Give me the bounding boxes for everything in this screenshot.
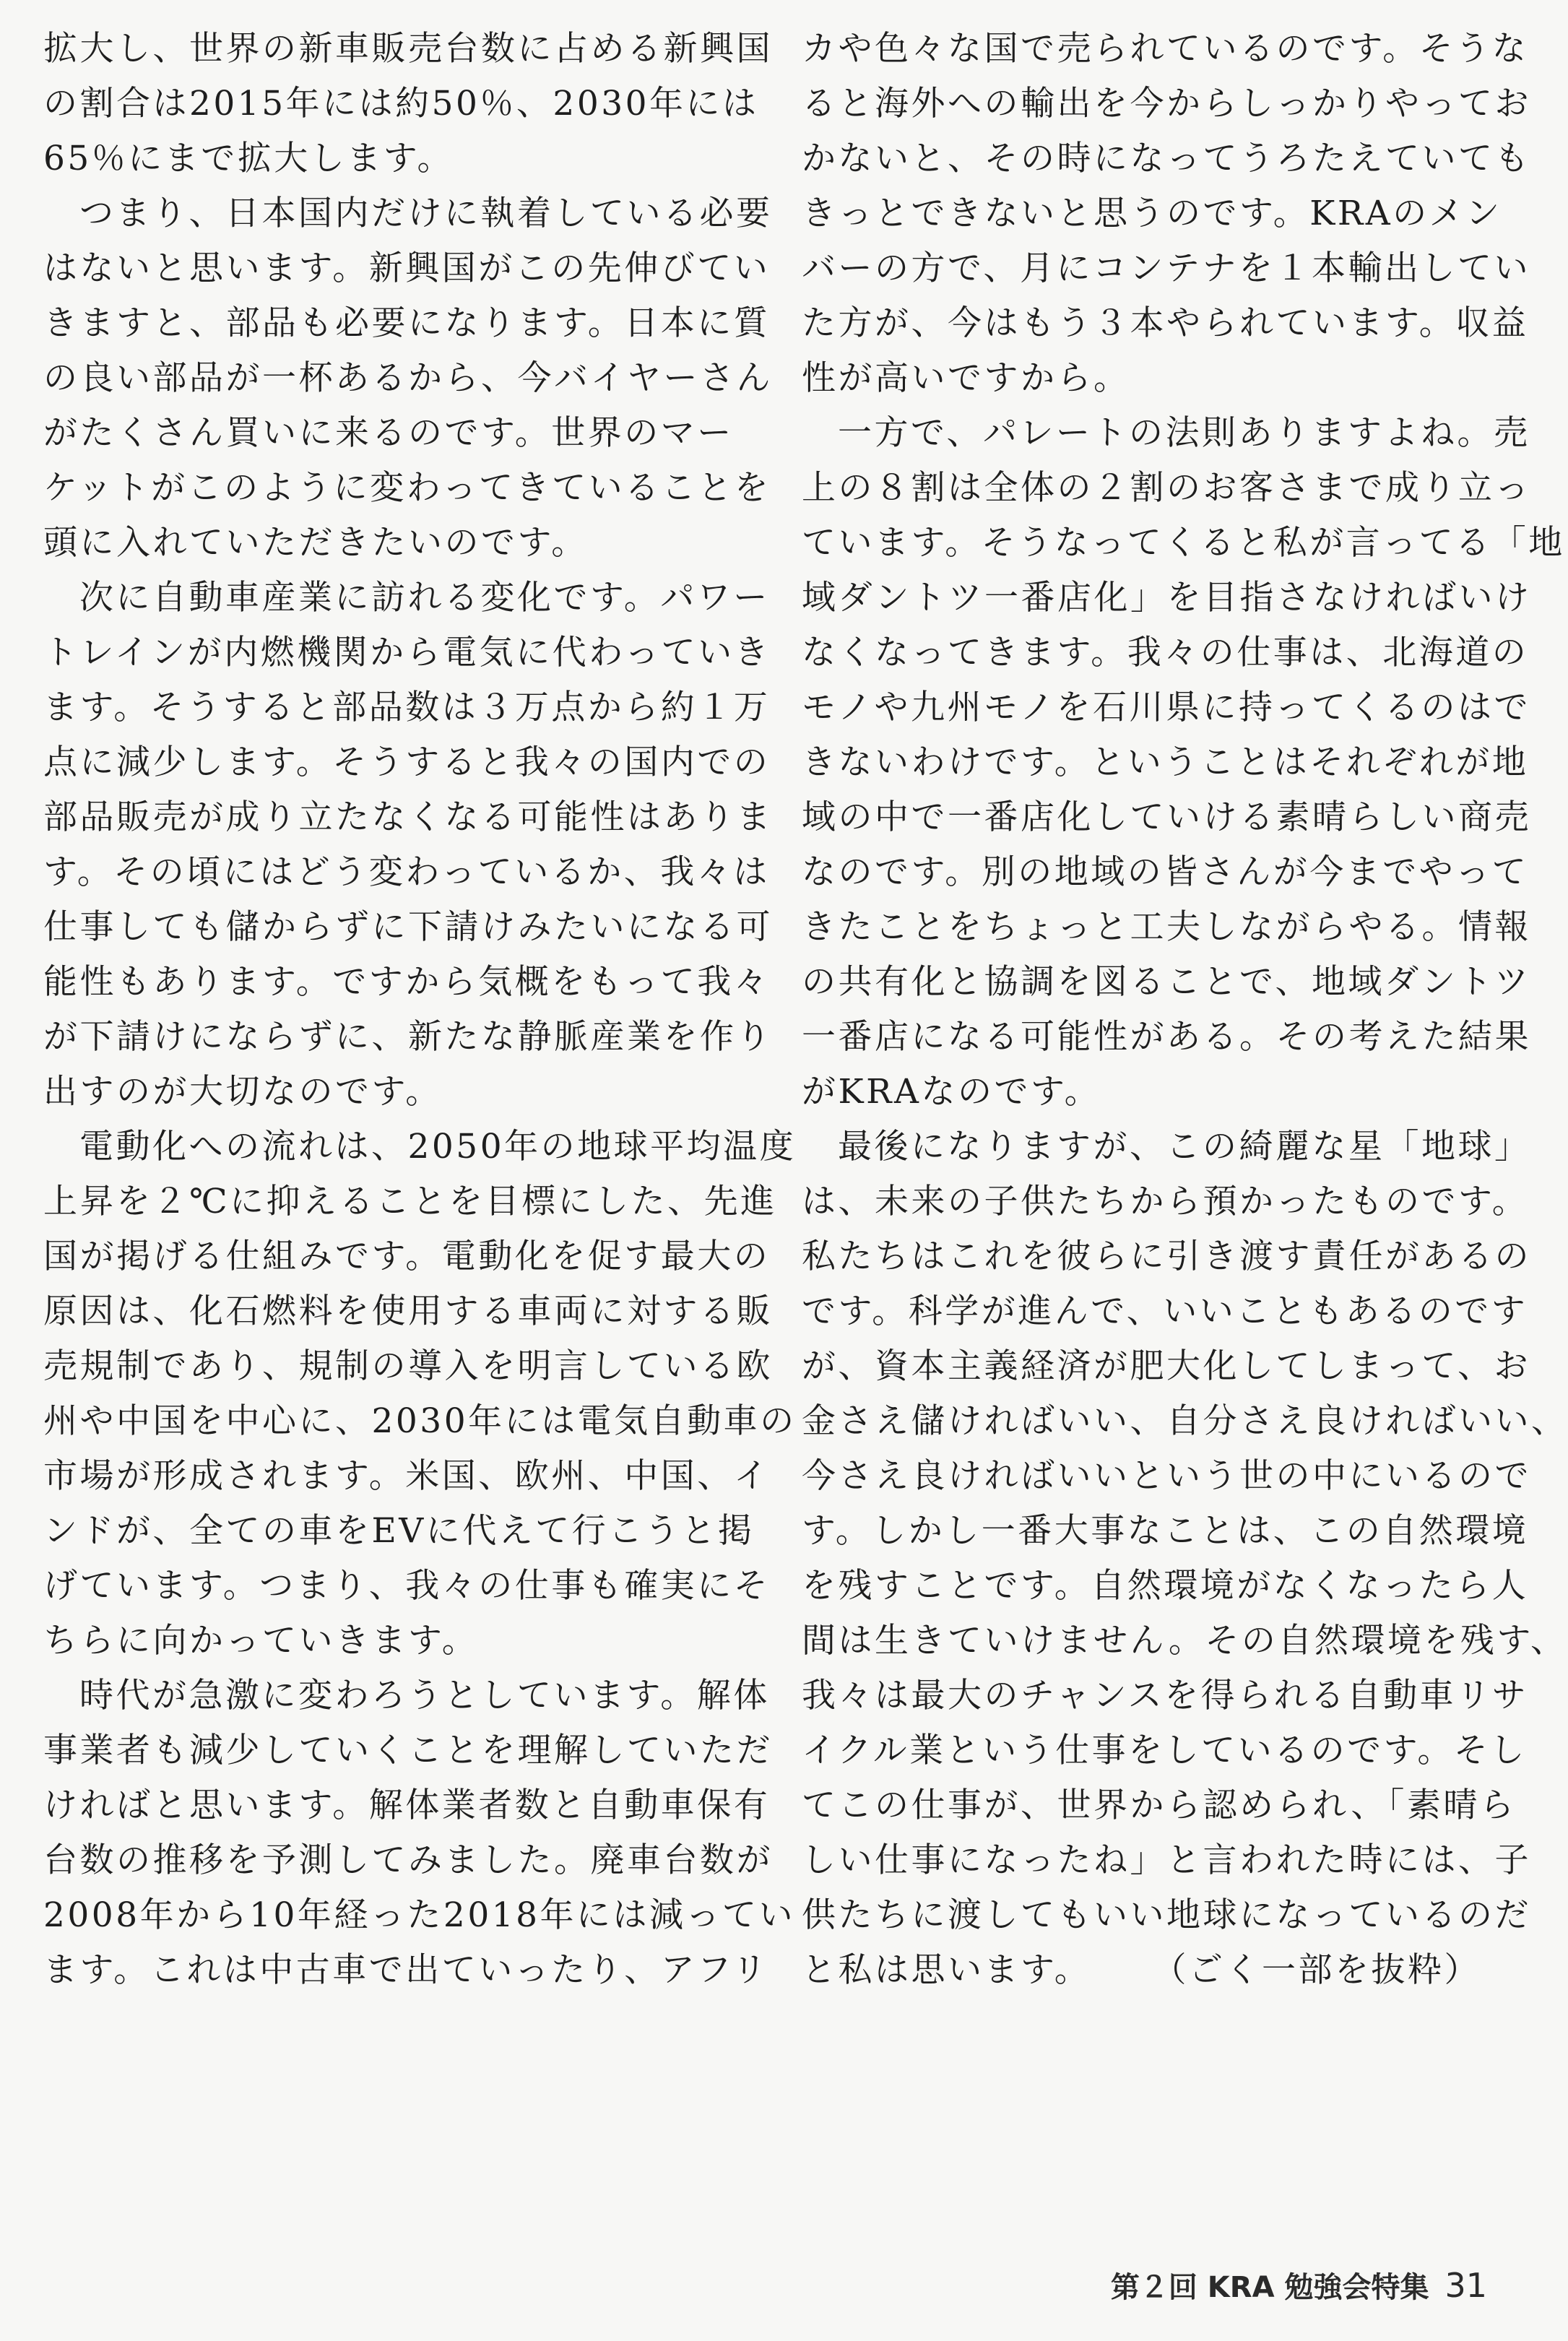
text-line: 能性もあります。ですから気概をもって我々 — [43, 962, 771, 1002]
text-line: ンドが、全ての車をEVに代えて行こうと掲 — [43, 1511, 755, 1551]
text-line: ています。そうなってくると私が言ってる「地 — [802, 523, 1565, 563]
text-line: きたことをちょっと工夫しながらやる。情報 — [802, 907, 1531, 947]
text-line: 65％にまで拡大します。 — [43, 139, 454, 178]
text-line: げています。つまり、我々の仕事も確実にそ — [43, 1566, 771, 1606]
text-line: 事業者も減少していくことを理解していただ — [43, 1731, 773, 1770]
text-line: ます。これは中古車で出ていったり、アフリ — [43, 1950, 769, 1990]
text-line: 出すのが大切なのです。 — [43, 1072, 442, 1112]
right-column — [802, 22, 1568, 1998]
text-line: なのです。別の地域の皆さんが今までやって — [802, 852, 1529, 892]
text-line: ちらに向かっていきます。 — [43, 1621, 479, 1661]
text-line: 我々は最大のチャンスを得られる自動車リサ — [802, 1676, 1529, 1715]
text-line: がたくさん買いに来るのです。世界のマー — [43, 413, 734, 453]
text-line: カや色々な国で売られているのです。そうな — [802, 29, 1529, 69]
text-line: は、未来の子供たちから預かったものです。 — [802, 1182, 1529, 1221]
text-line: 今さえ良ければいいという世の中にいるので — [802, 1456, 1531, 1496]
text-line: バーの方で、月にコンテナを１本輸出してい — [802, 248, 1531, 288]
text-line: 国が掲げる仕組みです。電動化を促す最大の — [43, 1237, 771, 1276]
paragraph-start-line: 次に自動車産業に訪れる変化です。パワー — [79, 578, 770, 618]
left-column — [43, 22, 797, 1998]
text-line: 域ダントツ一番店化」を目指さなければいけ — [802, 578, 1532, 618]
text-line: 州や中国を中心に、2030年には電気自動車の — [43, 1401, 797, 1441]
text-line: 域の中で一番店化していける素晴らしい商売 — [802, 797, 1531, 837]
text-line: 台数の推移を予測してみました。廃車台数が — [43, 1840, 773, 1880]
text-line: 金さえ儲ければいい、自分さえ良ければいい、 — [802, 1401, 1568, 1441]
paragraph-start-line: 一方で、パレートの法則ありますよね。売 — [838, 413, 1530, 453]
text-line: がKRAなのです。 — [802, 1072, 1101, 1112]
text-line: ると海外への輸出を今からしっかりやってお — [802, 84, 1531, 124]
text-line: 点に減少します。そうすると我々の国内での — [43, 743, 771, 782]
text-line: 性が高いですから。 — [802, 358, 1130, 398]
text-line: 売規制であり、規制の導入を明言している欧 — [43, 1346, 773, 1386]
text-line: きっとできないと思うのです。KRAのメン — [802, 194, 1502, 233]
text-line: た方が、今はもう３本やられています。収益 — [802, 303, 1529, 343]
text-line-content: と私は思います。 — [802, 1950, 1091, 1990]
paragraph-start-line: つまり、日本国内だけに執着している必要 — [79, 194, 773, 233]
text-line: 原因は、化石燃料を使用する車両に対する販 — [43, 1291, 773, 1331]
text-line: ければと思います。解体業者数と自動車保有 — [43, 1786, 771, 1825]
text-line: しい仕事になったね」と言われた時には、子 — [802, 1840, 1531, 1880]
text-line: の共有化と協調を図ることで、地域ダントツ — [802, 962, 1531, 1002]
text-line: トレインが内燃機関から電気に代わっていき — [43, 633, 771, 672]
text-line: が、資本主義経済が肥大化してしまって、お — [802, 1346, 1531, 1386]
paragraph-start-line: 電動化への流れは、2050年の地球平均温度 — [79, 1127, 797, 1167]
text-line: 供たちに渡してもいい地球になっているのだ — [802, 1895, 1531, 1935]
text-line: かないと、その時になってうろたえていても — [802, 139, 1531, 178]
text-line: す。その頃にはどう変わっているか、我々は — [43, 852, 770, 892]
text-line: 私たちはこれを彼らに引き渡す責任があるの — [802, 1237, 1531, 1276]
text-line: てこの仕事が、世界から認められ、「素晴ら — [802, 1786, 1517, 1825]
text-line: の良い部品が一杯あるから、今バイヤーさん — [43, 358, 773, 398]
text-line: ます。そうすると部品数は３万点から約１万 — [43, 688, 771, 727]
text-line: なくなってきます。我々の仕事は、北海道の — [802, 633, 1529, 672]
text-line: 拡大し、世界の新車販売台数に占める新興国 — [43, 29, 773, 69]
text-line: ケットがこのように変わってきていることを — [43, 468, 771, 508]
last-text-line — [802, 1943, 1481, 1998]
text-line: モノや九州モノを石川県に持ってくるのはで — [802, 688, 1531, 727]
text-line: が下請けにならずに、新たな静脈産業を作り — [43, 1017, 773, 1057]
text-line: 仕事しても儲からずに下請けみたいになる可 — [43, 907, 773, 947]
text-line: 頭に入れていただきたいのです。 — [43, 523, 588, 563]
page-footer — [1111, 2264, 1487, 2306]
text-line: きないわけです。ということはそれぞれが地 — [802, 743, 1529, 782]
text-line: す。しかし一番大事なことは、この自然環境 — [802, 1511, 1529, 1551]
section-title: 第２回 KRA 勉強会特集 — [1110, 2271, 1429, 2304]
text-line: の割合は2015年には約50％、2030年には — [43, 84, 759, 124]
text-line: イクル業という仕事をしているのです。そし — [802, 1731, 1527, 1770]
text-line: はないと思います。新興国がこの先伸びてい — [43, 248, 771, 288]
paragraph-start-line: 最後になりますが、この綺麗な星「地球」 — [838, 1127, 1531, 1167]
text-line: 2008年から10年経った2018年には減ってい — [43, 1895, 796, 1935]
page-number: 31 — [1444, 2266, 1487, 2305]
text-line: 一番店になる可能性がある。その考えた結果 — [802, 1017, 1531, 1057]
excerpt-note: （ごく一部を抜粋） — [1152, 1950, 1481, 1990]
paragraph-start-line: 時代が急激に変わろうとしています。解体 — [79, 1676, 770, 1715]
text-line: 上昇を２℃に抑えることを目標にした、先進 — [43, 1182, 777, 1221]
text-line: きますと、部品も必要になります。日本に質 — [43, 303, 771, 343]
text-line: 部品販売が成り立たなくなる可能性はありま — [43, 797, 773, 837]
text-line: 間は生きていけません。その自然環境を残す、 — [802, 1621, 1567, 1661]
text-line: 上の８割は全体の２割のお客さまで成り立っ — [802, 468, 1531, 508]
text-line: です。科学が進んで、いいこともあるのです — [802, 1291, 1528, 1331]
text-line: 市場が形成されます。米国、欧州、中国、イ — [43, 1456, 771, 1496]
text-line: を残すことです。自然環境がなくなったら人 — [802, 1566, 1529, 1606]
